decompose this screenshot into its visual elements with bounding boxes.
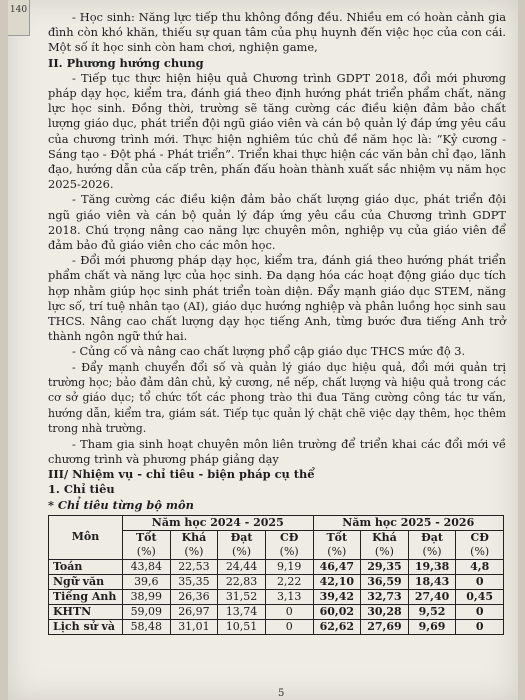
page-number: 5 xyxy=(278,688,285,699)
paragraph-students: - Học sinh: Năng lực tiếp thu không đồng đều. Nhiều em có hoàn cảnh gia đình còn khó khăn, thiếu sự quan tâm của phụ huynh đến việc học của con cái. Một số ít học sinh còn ham chơi, nghiện game, xyxy=(48,10,506,55)
value-cell: 42,10 xyxy=(313,574,361,589)
subject-cell: KHTN xyxy=(49,604,123,619)
document-body xyxy=(48,10,506,635)
column-unit: (%) xyxy=(123,545,171,560)
value-cell: 29,35 xyxy=(361,559,409,574)
subject-cell: Tiếng Anh xyxy=(49,589,123,604)
column-header: Đạt xyxy=(218,530,266,545)
subject-cell: Lịch sử và xyxy=(49,619,123,634)
value-cell: 31,52 xyxy=(218,589,266,604)
value-cell: 0 xyxy=(456,619,504,634)
table-row xyxy=(49,604,504,619)
value-cell: 27,69 xyxy=(361,619,409,634)
value-cell: 0 xyxy=(265,619,313,634)
column-header: Khá xyxy=(361,530,409,545)
page-tab: 140 xyxy=(8,0,30,36)
year-2025-header: Năm học 2025 - 2026 xyxy=(313,515,504,530)
value-cell: 22,83 xyxy=(218,574,266,589)
value-cell: 10,51 xyxy=(218,619,266,634)
value-cell: 4,8 xyxy=(456,559,504,574)
column-unit: (%) xyxy=(313,545,361,560)
value-cell: 0 xyxy=(265,604,313,619)
value-cell: 19,38 xyxy=(408,559,456,574)
value-cell: 2,22 xyxy=(265,574,313,589)
value-cell: 43,84 xyxy=(123,559,171,574)
value-cell: 26,97 xyxy=(170,604,218,619)
column-unit: (%) xyxy=(170,545,218,560)
value-cell: 18,43 xyxy=(408,574,456,589)
column-unit: (%) xyxy=(361,545,409,560)
subject-cell: Ngữ văn xyxy=(49,574,123,589)
table-row xyxy=(49,619,504,634)
value-cell: 27,40 xyxy=(408,589,456,604)
column-header: Tốt xyxy=(313,530,361,545)
value-cell: 0 xyxy=(456,604,504,619)
paragraph-direction-3: - Đổi mới phương pháp dạy học, kiểm tra, đánh giá theo hướng phát triển phẩm chất và năng lực của học sinh. Đa dạng hóa các hoạt động giáo dục tích hợp nhằm giúp học sinh phát triển toàn diện. Đẩy mạnh giáo dục STEM, năng lực số, trí tuệ nhân tạo (AI), giáo dục hướng nghiệp và phân luồng học sinh sau THCS. Nâng cao chất lượng dạy học tiếng Anh, từng bước đưa tiếng Anh trở thành ngôn ngữ thứ hai. xyxy=(48,253,506,344)
value-cell: 39,6 xyxy=(123,574,171,589)
paragraph-direction-2: - Tăng cường các điều kiện đảm bảo chất lượng giáo dục, phát triển đội ngũ giáo viên và cán bộ quản lý đáp ứng yêu cầu của Chương trình GDPT 2018. Chú trọng nâng cao năng lực chuyên môn, nghiệp vụ của giáo viên để đảm bảo đủ giáo viên cho các môn học. xyxy=(48,192,506,253)
value-cell: 58,48 xyxy=(123,619,171,634)
subject-targets-table xyxy=(48,515,504,635)
table-row xyxy=(49,574,504,589)
column-header: CĐ xyxy=(456,530,504,545)
value-cell: 38,99 xyxy=(123,589,171,604)
table-header-row xyxy=(49,515,504,530)
column-unit: (%) xyxy=(218,545,266,560)
column-unit: (%) xyxy=(456,545,504,560)
column-header: Đạt xyxy=(408,530,456,545)
column-unit: (%) xyxy=(265,545,313,560)
paragraph-direction-5: - Đẩy mạnh chuyển đổi số và quản lý giáo dục hiệu quả, đổi mới quản trị trường học; bảo đảm dân chủ, kỷ cương, nề nếp, chất lượng và hiệu quả trong các cơ sở giáo dục; tổ chức tốt các phong trào thi đua Tăng cường công tác tư vấn, hướng dẫn, kiểm tra, giám sát. Tiếp tục quản lý chặt chẽ việc dạy thêm, học thêm trong nhà trường. xyxy=(48,360,506,436)
value-cell: 9,52 xyxy=(408,604,456,619)
value-cell: 46,47 xyxy=(313,559,361,574)
value-cell: 24,44 xyxy=(218,559,266,574)
paragraph-direction-6: - Tham gia sinh hoạt chuyên môn liên trường để triển khai các đổi mới về chương trình và phương pháp giảng dạy xyxy=(48,436,506,466)
value-cell: 62,62 xyxy=(313,619,361,634)
value-cell: 39,42 xyxy=(313,589,361,604)
value-cell: 0 xyxy=(456,574,504,589)
value-cell: 60,02 xyxy=(313,604,361,619)
year-2024-header: Năm học 2024 - 2025 xyxy=(123,515,314,530)
value-cell: 13,74 xyxy=(218,604,266,619)
value-cell: 3,13 xyxy=(265,589,313,604)
column-header: CĐ xyxy=(265,530,313,545)
value-cell: 59,09 xyxy=(123,604,171,619)
heading-targets: 1. Chỉ tiêu xyxy=(48,482,115,497)
value-cell: 32,73 xyxy=(361,589,409,604)
value-cell: 9,69 xyxy=(408,619,456,634)
value-cell: 22,53 xyxy=(170,559,218,574)
paragraph-direction-1: - Tiếp tục thực hiện hiệu quả Chương trình GDPT 2018, đổi mới phương pháp dạy học, kiểm tra, đánh giá theo định hướng phát triển phẩm chất, năng lực học sinh. Đồng thời, trường sẽ tăng cường các điều kiện đảm bảo chất lượng giáo dục, phát triển đội ngũ giáo viên và cán bộ quản lý đáp ứng yêu cầu của chương trình mới. Thực hiện nghiêm túc chủ đề năm học là: “Kỷ cương - Sáng tạo - Đột phá - Phát triển”. Triển khai thực hiện các văn bản chỉ đạo, lãnh đạo, hướng dẫn của cấp trên, phấn đấu hoàn thành xuất sắc nhiệm vụ năm học 2025-2026. xyxy=(48,70,506,192)
document-page xyxy=(8,0,518,700)
value-cell: 26,36 xyxy=(170,589,218,604)
heading-subject-targets: * Chỉ tiêu từng bộ môn xyxy=(48,497,194,512)
table-row xyxy=(49,559,504,574)
value-cell: 31,01 xyxy=(170,619,218,634)
heading-tasks: III/ Nhiệm vụ - chỉ tiêu - biện pháp cụ thể xyxy=(48,467,315,482)
value-cell: 35,35 xyxy=(170,574,218,589)
table-row xyxy=(49,589,504,604)
value-cell: 0,45 xyxy=(456,589,504,604)
value-cell: 36,59 xyxy=(361,574,409,589)
subject-cell: Toán xyxy=(49,559,123,574)
paragraph-direction-4: - Củng cố và nâng cao chất lượng phổ cập giáo dục THCS mức độ 3. xyxy=(72,344,466,359)
heading-general-direction: II. Phương hướng chung xyxy=(48,55,204,70)
value-cell: 9,19 xyxy=(265,559,313,574)
column-header: Tốt xyxy=(123,530,171,545)
value-cell: 30,28 xyxy=(361,604,409,619)
column-unit: (%) xyxy=(408,545,456,560)
subject-column-header: Môn xyxy=(49,515,123,559)
column-header: Khá xyxy=(170,530,218,545)
